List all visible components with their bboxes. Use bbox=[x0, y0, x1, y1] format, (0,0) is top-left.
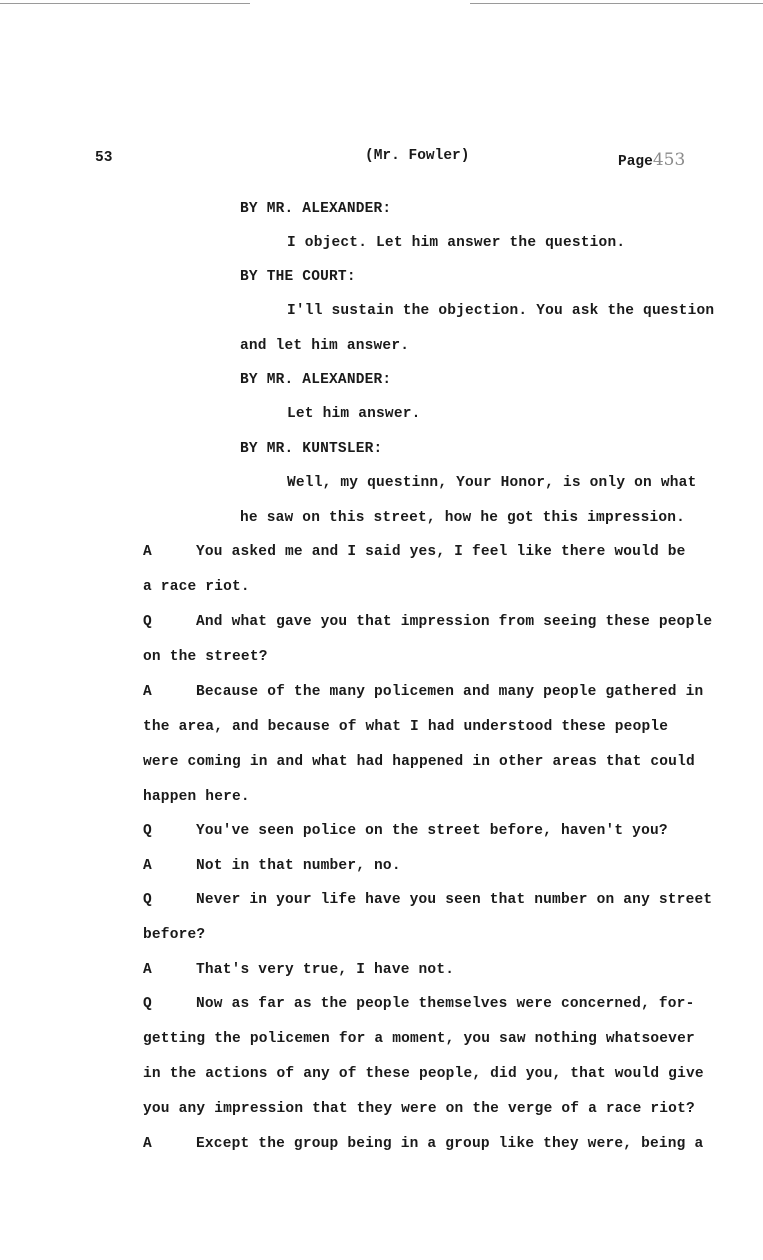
transcript-line: a race riot. bbox=[143, 579, 250, 595]
transcript-line: I'll sustain the objection. You ask the question bbox=[287, 303, 715, 319]
question-marker: Q bbox=[143, 996, 152, 1012]
transcript-line: You asked me and I said yes, I feel like there would be bbox=[196, 544, 686, 560]
transcript-line: BY MR. KUNTSLER: bbox=[240, 441, 383, 457]
transcript-line: Because of the many policemen and many people gathered in bbox=[196, 684, 704, 700]
transcript-line: on the street? bbox=[143, 649, 268, 665]
transcript-line: happen here. bbox=[143, 789, 250, 805]
transcript-line: getting the policemen for a moment, you saw nothing whatsoever bbox=[143, 1031, 695, 1047]
transcript-line: BY THE COURT: bbox=[240, 269, 356, 285]
transcript-line: I object. Let him answer the question. bbox=[287, 235, 626, 251]
top-scan-line-left bbox=[0, 3, 250, 4]
transcript-line: were coming in and what had happened in other areas that could bbox=[143, 754, 695, 770]
answer-marker: A bbox=[143, 684, 152, 700]
transcript-line: you any impression that they were on the verge of a race riot? bbox=[143, 1101, 695, 1117]
transcript-line: Let him answer. bbox=[287, 406, 421, 422]
question-marker: Q bbox=[143, 614, 152, 630]
transcript-line: And what gave you that impression from seeing these people bbox=[196, 614, 713, 630]
answer-marker: A bbox=[143, 962, 152, 978]
transcript-line: BY MR. ALEXANDER: bbox=[240, 201, 392, 217]
transcript-page-number: 53 bbox=[95, 150, 113, 166]
transcript-line: That's very true, I have not. bbox=[196, 962, 455, 978]
transcript-line: before? bbox=[143, 927, 206, 943]
transcript-line: BY MR. ALEXANDER: bbox=[240, 372, 392, 388]
page-label bbox=[618, 150, 685, 170]
transcript-line: Never in your life have you seen that number on any street bbox=[196, 892, 713, 908]
top-scan-line-right bbox=[470, 3, 763, 4]
transcript-line: the area, and because of what I had understood these people bbox=[143, 719, 669, 735]
witness-name: (Mr. Fowler) bbox=[365, 148, 470, 164]
transcript-line: in the actions of any of these people, did you, that would give bbox=[143, 1066, 704, 1082]
transcript-line: he saw on this street, how he got this impression. bbox=[240, 510, 686, 526]
transcript-line: and let him answer. bbox=[240, 338, 410, 354]
transcript-line: Now as far as the people themselves were concerned, for- bbox=[196, 996, 695, 1012]
question-marker: Q bbox=[143, 892, 152, 908]
question-marker: Q bbox=[143, 823, 152, 839]
transcript-line: Not in that number, no. bbox=[196, 858, 401, 874]
transcript-line: You've seen police on the street before, haven't you? bbox=[196, 823, 668, 839]
handwritten-page-number: 453 bbox=[652, 150, 686, 170]
answer-marker: A bbox=[143, 1136, 152, 1152]
answer-marker: A bbox=[143, 544, 152, 560]
transcript-line: Except the group being in a group like they were, being a bbox=[196, 1136, 704, 1152]
answer-marker: A bbox=[143, 858, 152, 874]
page-label-text: Page bbox=[618, 154, 653, 170]
transcript-line: Well, my questinn, Your Honor, is only on what bbox=[287, 475, 697, 491]
